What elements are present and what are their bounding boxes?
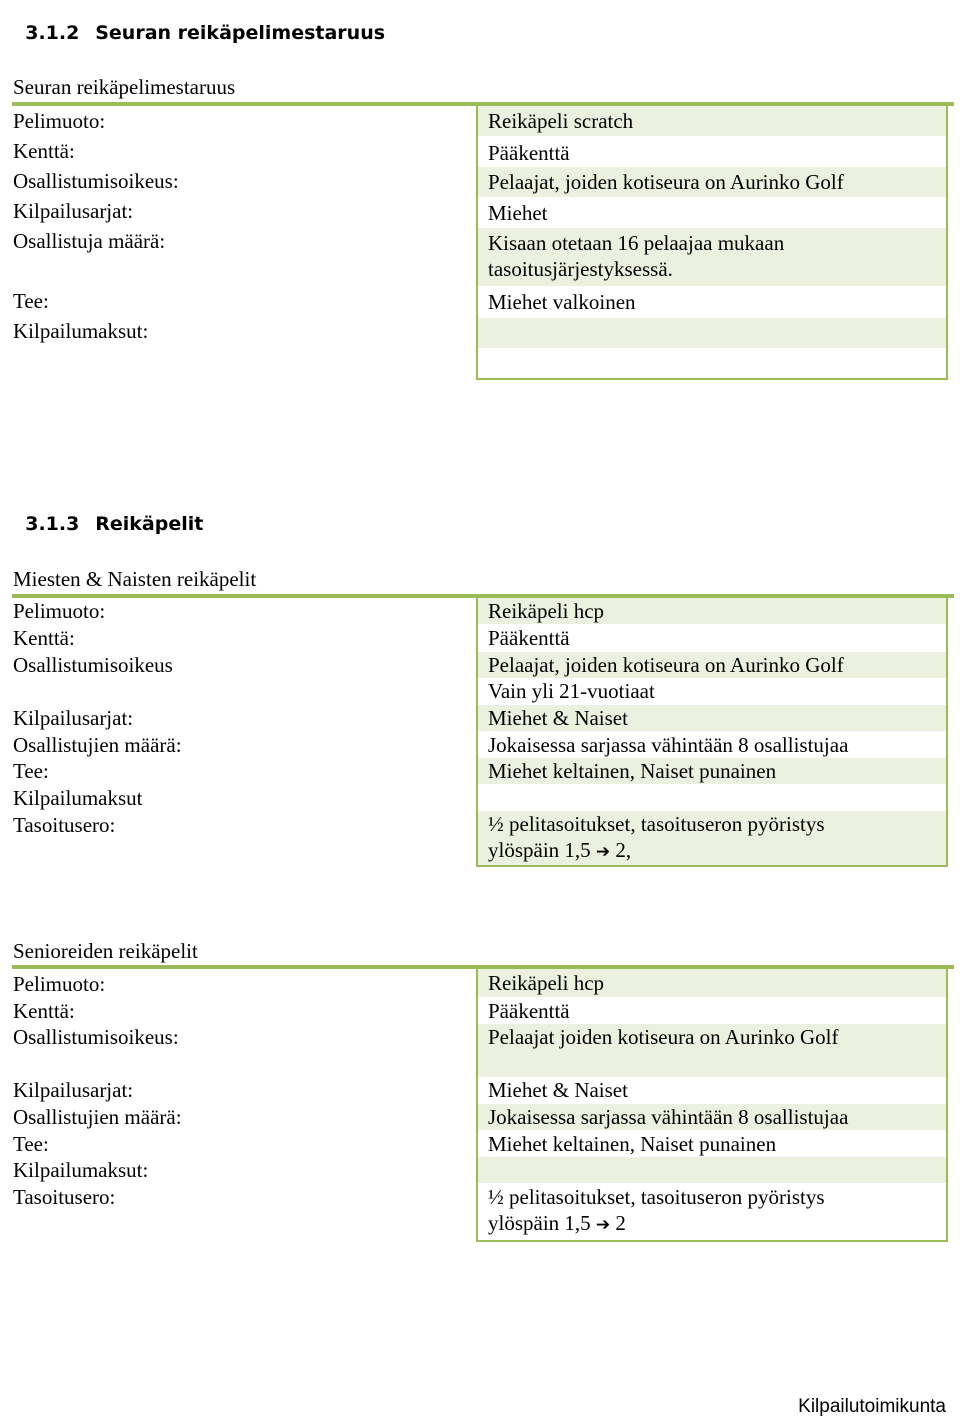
label-pelimuoto: Pelimuoto: (13, 599, 106, 623)
value-cell: Miehet keltainen, Naiset punainen (478, 758, 946, 784)
value-text: 2 (610, 1211, 626, 1235)
label-osallistumisoikeus: Osallistumisoikeus (13, 653, 173, 677)
label-kentta: Kenttä: (13, 626, 75, 650)
label-osallistujien-maara: Osallistujien määrä: (13, 733, 182, 757)
value-cell: Miehet (488, 201, 548, 225)
label-pelimuoto: Pelimuoto: (13, 109, 106, 133)
value-cell: Miehet keltainen, Naiset punainen (488, 1132, 777, 1156)
right-arrow-icon: ➔ (595, 1215, 611, 1235)
label-kentta: Kenttä: (13, 999, 75, 1023)
label-kentta: Kenttä: (13, 139, 75, 163)
value-text: ylöspäin 1,5 (488, 838, 596, 862)
label-kilpailusarjat: Kilpailusarjat: (13, 1078, 134, 1102)
section-number: 3.1.3 (25, 513, 80, 535)
value-line: tasoitusjärjestyksessä. (488, 257, 673, 281)
value-text: 2, (610, 838, 632, 862)
value-cell: Reikäpeli hcp (478, 969, 946, 997)
value-cell: Miehet valkoinen (488, 290, 636, 314)
value-cell: Pääkenttä (488, 626, 570, 650)
label-osallistumisoikeus: Osallistumisoikeus: (13, 169, 179, 193)
value-table (476, 598, 948, 867)
value-cell-empty (478, 1157, 946, 1183)
label-pelimuoto: Pelimuoto: (13, 972, 106, 996)
value-cell: Miehet & Naiset (488, 1078, 628, 1102)
value-cell: Reikäpeli hcp (478, 598, 946, 624)
value-table (476, 106, 948, 380)
value-cell: Pelaajat joiden kotiseura on Aurinko Golf (478, 1024, 946, 1050)
label-tee: Tee: (13, 289, 49, 313)
value-text: ylöspäin 1,5 (488, 1211, 596, 1235)
value-cell-multiline (478, 228, 946, 286)
value-cell: Pääkenttä (488, 999, 570, 1023)
section-number: 3.1.2 (25, 22, 80, 44)
value-line: ½ pelitasoitukset, tasoituseron pyöristys (488, 1185, 825, 1209)
label-tee: Tee: (13, 1132, 49, 1156)
label-kilpailusarjat: Kilpailusarjat: (13, 199, 134, 223)
section-heading-312 (12, 0, 385, 44)
value-cell: Reikäpeli scratch (478, 106, 946, 136)
value-line: ½ pelitasoitukset, tasoituseron pyöristys (488, 812, 825, 836)
value-cell-empty (478, 785, 946, 811)
value-cell: Pääkenttä (488, 141, 570, 165)
value-line (488, 837, 946, 865)
value-cell: Vain yli 21-vuotiaat (488, 679, 655, 703)
value-cell-empty (478, 318, 946, 348)
section-heading-313 (12, 491, 203, 535)
label-tasoitusero: Tasoitusero: (13, 813, 116, 837)
value-cell: Jokaisessa sarjassa vähintään 8 osallistujaa (488, 733, 849, 757)
label-kilpailumaksut: Kilpailumaksut: (13, 319, 149, 343)
table-title: Senioreiden reikäpelit (13, 939, 198, 963)
value-cell-empty (478, 349, 946, 378)
value-cell-empty (478, 1050, 946, 1077)
value-cell: Miehet & Naiset (478, 705, 946, 731)
value-line: Kisaan otetaan 16 pelaajaa mukaan (488, 231, 785, 255)
label-osallistujien-maara: Osallistujien määrä: (13, 1105, 182, 1129)
label-kilpailumaksut: Kilpailumaksut (13, 786, 143, 810)
value-cell: Pelaajat, joiden kotiseura on Aurinko Golf (478, 652, 946, 678)
value-cell-multiline (478, 1184, 946, 1238)
page-footer: Kilpailutoimikunta (798, 1396, 946, 1417)
label-kilpailusarjat: Kilpailusarjat: (13, 706, 134, 730)
label-osallistuja-maara: Osallistuja määrä: (13, 229, 166, 253)
label-tee: Tee: (13, 759, 49, 783)
value-cell: Jokaisessa sarjassa vähintään 8 osallistujaa (478, 1104, 946, 1130)
section-heading-text: Reikäpelit (95, 513, 204, 535)
label-osallistumisoikeus: Osallistumisoikeus: (13, 1025, 179, 1049)
value-cell-multiline (478, 811, 946, 865)
right-arrow-icon: ➔ (595, 842, 611, 862)
label-kilpailumaksut: Kilpailumaksut: (13, 1158, 149, 1182)
value-line (488, 1210, 946, 1238)
label-tasoitusero: Tasoitusero: (13, 1185, 116, 1209)
value-cell: Pelaajat, joiden kotiseura on Aurinko Golf (478, 167, 946, 197)
table-title: Miesten & Naisten reikäpelit (13, 567, 257, 591)
table-title: Seuran reikäpelimestaruus (13, 75, 236, 99)
section-heading-text: Seuran reikäpelimestaruus (95, 22, 386, 44)
value-table (476, 969, 948, 1242)
